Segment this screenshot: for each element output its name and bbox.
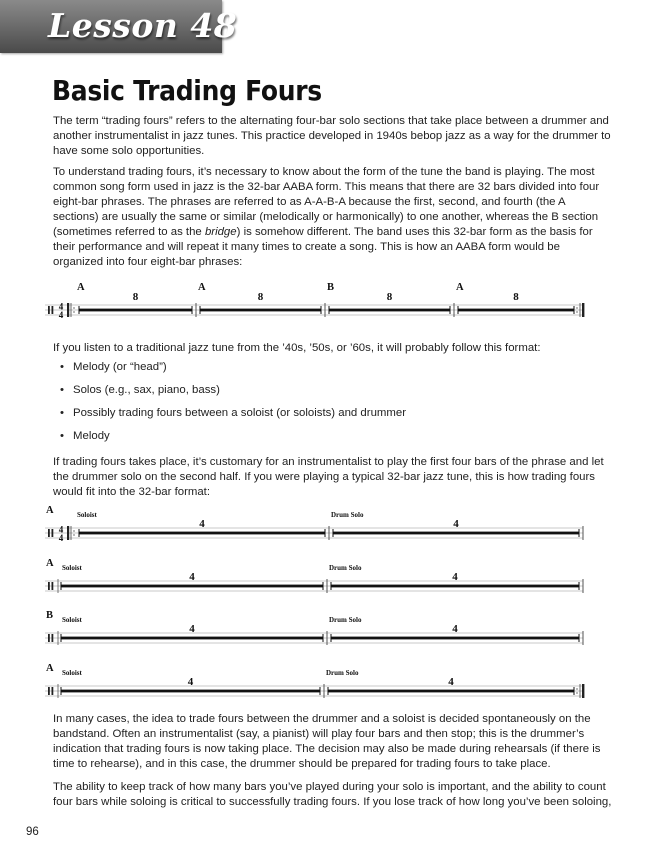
list-item: • Solos (e.g., sax, piano, bass) xyxy=(53,383,406,406)
repeat-dot xyxy=(73,311,75,313)
drum-solo-label: Drum Solo xyxy=(326,669,359,677)
rehearsal-mark: A xyxy=(46,558,54,569)
rehearsal-mark: B xyxy=(327,282,335,293)
percussion-clef-icon xyxy=(48,306,50,314)
drum-solo-label: Drum Solo xyxy=(331,511,364,519)
lesson-number: Lesson 48 xyxy=(48,6,238,45)
multi-measure-rest xyxy=(333,532,579,535)
form-paragraph xyxy=(53,165,613,270)
rehearsal-mark: A xyxy=(198,282,206,293)
trading-staff xyxy=(0,553,648,603)
percussion-clef-icon xyxy=(48,529,50,537)
multi-measure-rest xyxy=(200,309,321,312)
trading-paragraph: If trading fours takes place, it’s customary for an instrumentalist to play the first four bars of the phrase and let the drummer solo on the second half. If you were playing a typical 32-bar jazz tune, this is how trading fours would fit into the 32-bar format: xyxy=(53,456,604,498)
percussion-clef-icon xyxy=(52,582,54,590)
repeat-end-barline xyxy=(582,684,584,698)
counting-paragraph: The ability to keep track of how many bars you’ve played during your solo is important, and the ability to count four bars while soloing is critical to successfully trading fours. If you lose track of how long you’ve been soloing, xyxy=(53,781,612,808)
rehearsal-mark: B xyxy=(46,610,54,621)
bar-count: 8 xyxy=(257,291,264,303)
trading-staff xyxy=(0,500,648,550)
repeat-start-barline xyxy=(67,526,69,540)
page-number: 96 xyxy=(26,826,39,838)
repeat-dot xyxy=(576,311,578,313)
form-paragraph-text-b: ) is somehow different. The band uses this 32-bar form as the basis for their performance and will repeat it many times to create a song. This is how an AABA form would be organized into four eight-bar phrases: xyxy=(53,226,593,268)
multi-measure-rest xyxy=(79,309,192,312)
multi-measure-rest xyxy=(331,637,579,640)
multi-measure-rest xyxy=(329,309,450,312)
soloist-label: Soloist xyxy=(62,669,82,677)
format-list xyxy=(53,360,406,452)
percussion-clef-icon xyxy=(52,529,54,537)
bar-count: 4 xyxy=(187,676,194,688)
list-item: • Melody xyxy=(53,429,406,452)
time-signature-top: 4 xyxy=(58,301,64,312)
multi-measure-rest xyxy=(61,637,323,640)
lesson-banner xyxy=(0,0,238,53)
multi-measure-rest xyxy=(328,690,574,693)
percussion-clef-icon xyxy=(52,687,54,695)
bar-count: 8 xyxy=(513,291,519,303)
time-signature-bottom: 4 xyxy=(58,533,64,543)
repeat-end-barline xyxy=(582,303,584,317)
trading-staff xyxy=(0,605,648,655)
soloist-label: Soloist xyxy=(62,616,82,624)
repeat-start-barline xyxy=(67,303,69,317)
bar-count: 4 xyxy=(189,571,195,583)
percussion-clef-icon xyxy=(52,306,54,314)
percussion-clef-icon xyxy=(48,634,50,642)
percussion-clef-icon xyxy=(48,687,50,695)
aaba-form-staff xyxy=(0,272,648,322)
bar-count: 4 xyxy=(452,623,458,635)
multi-measure-rest xyxy=(458,309,574,312)
soloist-label: Soloist xyxy=(62,564,82,572)
rehearsal-mark: A xyxy=(77,282,85,293)
multi-measure-rest xyxy=(79,532,325,535)
page-title: Basic Trading Fours xyxy=(52,74,322,107)
rehearsal-mark: A xyxy=(46,505,54,516)
bar-count: 4 xyxy=(199,518,205,530)
soloist-label: Soloist xyxy=(77,511,97,519)
bar-count: 4 xyxy=(448,676,454,688)
list-item: • Melody (or “head”) xyxy=(53,360,406,383)
rehearsal-mark: A xyxy=(46,663,54,674)
spontaneous-paragraph: In many cases, the idea to trade fours between the drummer and a soloist is decided spontaneously on the bandstand. Often an instrumentalist (say, a pianist) will play four bars and then stop; this is the drummer’s indication that trading fours is now taking place. The decision may also be made during rehearsals (if there is time to rehearse), and in this case, the drummer should be prepared for trading fours to take place. xyxy=(53,713,601,770)
percussion-clef-icon xyxy=(52,634,54,642)
bridge-term: bridge xyxy=(204,226,237,238)
multi-measure-rest xyxy=(331,585,579,588)
repeat-dot xyxy=(576,692,578,694)
intro-paragraph: The term “trading fours” refers to the alternating four-bar solo sections that take place between a drummer and another instrumentalist in jazz tunes. This practice developed in 1940s bebop jazz as a way for the drummer to have some solo opportunities. xyxy=(53,115,611,157)
bar-count: 4 xyxy=(453,518,459,530)
format-intro-paragraph: If you listen to a traditional jazz tune from the ’40s, ’50s, or ’60s, it will probably follow this format: xyxy=(53,342,541,354)
percussion-clef-icon xyxy=(48,582,50,590)
bar-count: 8 xyxy=(132,291,139,303)
drum-solo-label: Drum Solo xyxy=(329,616,362,624)
time-signature-bottom: 4 xyxy=(58,310,64,320)
bar-count: 4 xyxy=(189,623,195,635)
bar-count: 8 xyxy=(386,291,393,303)
repeat-dot xyxy=(73,530,75,532)
multi-measure-rest xyxy=(61,690,320,693)
repeat-dot xyxy=(576,307,578,309)
drum-solo-label: Drum Solo xyxy=(329,564,362,572)
form-paragraph-text-a: To understand trading fours, it’s necessary to know about the form of the tune the band is playing. The most common song form used in jazz is the 32-bar AABA form. This means that there are 32 bars divided into four eight-bar phrases. The phrases are referred to as A-A-B-A because the first, second, and fourth (the A sections) are usually the same or similar (melodically or harmonically) to one another, whereas the B section (sometimes referred to as the xyxy=(53,166,600,238)
trading-staff xyxy=(0,658,648,708)
repeat-dot xyxy=(73,534,75,536)
repeat-dot xyxy=(73,307,75,309)
bar-count: 4 xyxy=(452,571,458,583)
list-item: • Possibly trading fours between a soloist (or soloists) and drummer xyxy=(53,406,406,429)
rehearsal-mark: A xyxy=(456,282,464,293)
multi-measure-rest xyxy=(61,585,323,588)
time-signature-top: 4 xyxy=(58,524,64,535)
repeat-dot xyxy=(576,688,578,690)
